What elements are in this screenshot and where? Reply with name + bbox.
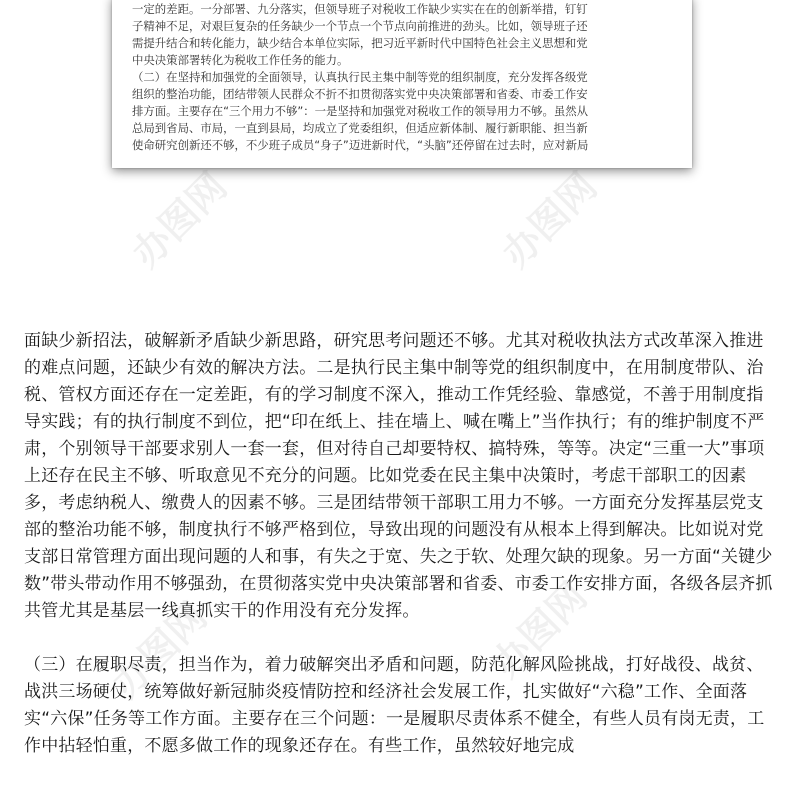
preview-line: 排方面。主要存在“三个用力不够”：一是坚持和加强党对税收工作的领导用力不够。虽然从 <box>132 104 589 118</box>
body-paragraph: （三）在履职尽责，担当作为，着力破解突出矛盾和问题，防范化解风险挑战，打好战役、战贫、战洪三场硬仗，统筹做好新冠肺炎疫情防控和经济社会发展工作，扎实做好“六稳”工作、全面落实“六保”任务等工作方面。主要存在三个问题：一是履职尽责体系不健全，有些人员有岗无责，工作中拈轻怕重，不愿多做工作的现象还存在。有些工作，虽然较好地完成 <box>24 655 765 756</box>
preview-text <box>132 0 672 154</box>
preview-line: 组织的整治功能，团结带领人民群众不折不扣贯彻落实党中央决策部署和省委、市委工作安 <box>132 87 588 101</box>
preview-line: 一定的差距。一分部署、九分落实，但领导班子对税收工作缺少实实在在的创新举措，钉钉 <box>132 2 588 16</box>
preview-line: 中央决策部署转化为税收工作任务的能力。 <box>132 53 349 67</box>
watermark: 办图网 <box>103 594 216 706</box>
preview-line: 需提升结合和转化能力，缺少结合本单位实际，把习近平新时代中国特色社会主义思想和党 <box>132 36 588 50</box>
preview-line: 子精神不足，对艰巨复杂的任务缺少一个节点一个节点向前推进的劲头。比如，领导班子还 <box>132 19 588 33</box>
document-preview-card <box>112 0 692 168</box>
preview-line: 使命研究创新还不够，不少班子成员“身子”迈进新时代，“头脑”还停留在过去时，应对新局 <box>132 138 589 152</box>
document-preview-area <box>0 0 800 290</box>
watermark: 办图网 <box>483 574 596 686</box>
preview-line: （二）在坚持和加强党的全面领导，认真执行民主集中制等党的组织制度，充分发挥各级党 <box>132 70 588 84</box>
body-paragraph: 面缺少新招法，破解新矛盾缺少新思路，研究思考问题还不够。尤其对税收执法方式改革深入推进的难点问题，还缺少有效的解决方法。二是执行民主集中制等党的组织制度中，在用制度带队、治税、管权方面还存在一定差距，有的学习制度不深入，推动工作凭经验、靠感觉，不善于用制度指导实践；有的执行制度不到位，把“印在纸上、挂在墙上、喊在嘴上”当作执行；有的维护制度不严肃，个别领导干部要求别人一套一套，但对待自己却要特权、搞特殊，等等。决定“三重一大”事项上还存在民主不够、听取意见不充分的问题。比如党委在民主集中决策时，考虑干部职工的因素多，考虑纳税人、缴费人的因素不够。三是团结带领干部职工用力不够。一方面充分发挥基层党支部的整治功能不够，制度执行不够严格到位，导致出现的问题没有从根本上得到解决。比如说对党支部日常管理方面出现问题的人和事，有失之于宽、失之于软、处理欠缺的现象。另一方面“关键少数”带头带动作用不够强劲，在贯彻落实党中央决策部署和省委、市委工作安排方面，各级各层齐抓共管尤其是基层一线真抓实干的作用没有充分发挥。 <box>24 331 773 621</box>
preview-line: 总局到省局、市局，一直到县局，均成立了党委组织，但适应新体制、履行新职能、担当新 <box>132 121 588 135</box>
document-body <box>24 328 779 760</box>
